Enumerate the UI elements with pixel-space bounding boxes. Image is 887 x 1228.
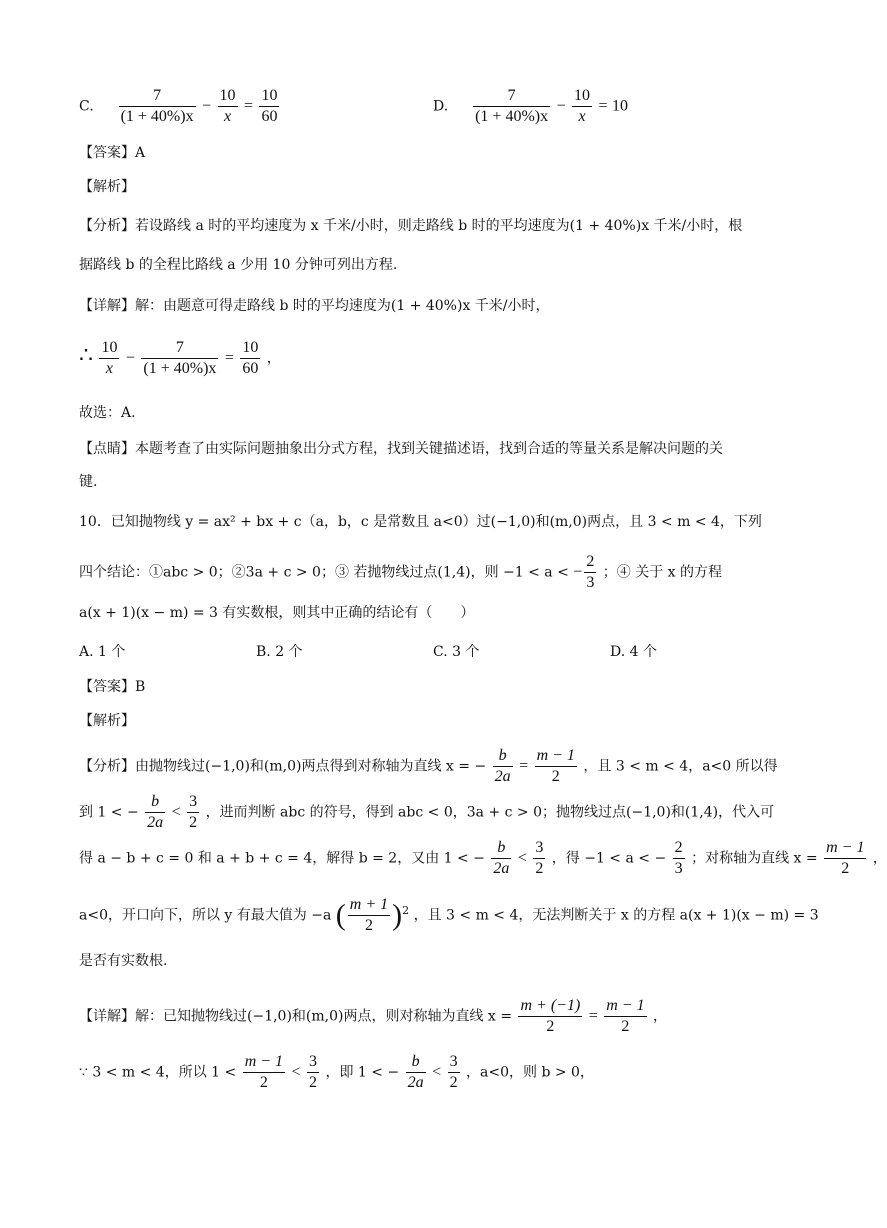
option-c-label: C. [79,98,94,115]
fraction: $\frac{7}{(1 + 40\%)x}$ [120,87,194,125]
q10-option-d: D. 4 个 [610,644,657,660]
q10-analysis-line5: 是否有实数根. [79,953,168,969]
q10-option-c: C. 3 个 [433,644,480,660]
q9-detail-line1: 【详解】解：由题意可得走路线 b 时的平均速度为(1 + 40%)x 千米/小时， [79,298,550,314]
q10-analysis-line3: 得 a − b + c = 0 和 a + b + c = 4，解得 b = 2，又由 1 < − $\frac{b}{2a}$ < $\frac{3}{2}$ ，得 −1 < a < − $\frac{2}{3}$ ；对称轴为直线 x = $\frac{m - 1}{2}$ ， [79,839,887,877]
option-d-label: D. [433,98,449,115]
q9-analysis-head: 【解析】 [79,179,135,195]
q9-choose: 故选：A. [79,405,136,421]
q10-answer: 【答案】B [79,679,146,695]
fraction: $\frac{10}{60}$ [261,87,278,125]
q9-analysis-line2: 据路线 b 的全程比路线 a 少用 10 分钟可列出方程. [79,257,398,273]
q10-detail-line1: 【详解】解：已知抛物线过(−1,0)和(m,0)两点，则对称轴为直线 x = $\frac{m + (-1)}{2}$ = $\frac{m - 1}{2}$ ， [79,997,668,1035]
q10-stem-line3: a(x + 1)(x − m) = 3 有实数根，则其中正确的结论有（ ） [79,605,475,621]
q9-answer: 【答案】A [79,145,146,161]
option-c: C. $\frac{7}{(1 + 40\%)x}$ − $\frac{10}{x}$ = $\frac{10}{60}$ [79,87,278,125]
q9-detail-equation: ∴ $\frac{10}{x}$ − $\frac{7}{(1 + 40\%)x}$ = $\frac{10}{60}$ ， [79,339,281,377]
q10-analysis-line2: 到 1 < − $\frac{b}{2a}$ < $\frac{3}{2}$ ，进而判断 abc 的符号，得到 abc < 0，3a + c > 0；抛物线过点(−1,0)和(1,4)，代入可 [79,793,775,831]
q10-stem-line2: 四个结论：①abc > 0；②3a + c > 0；③ 若抛物线过点(1,4)，则 −1 < a < − $\frac{2}{3}$ ；④ 关于 x 的方程 [79,553,723,591]
q9-analysis-line1: 【分析】若设路线 a 时的平均速度为 x 千米/小时，则走路线 b 时的平均速度为(1 + 40%)x 千米/小时，根 [79,218,743,234]
q10-analysis-head: 【解析】 [79,713,135,729]
q10-analysis-line4: a<0，开口向下，所以 y 有最大值为 −a ( $\frac{m + 1}{2}$ )$^2$ ，且 3 < m < 4，无法判断关于 x 的方程 a(x + 1)(x − m) = 3 [79,896,819,934]
q10-option-a: A. 1 个 [79,644,126,660]
q9-comment-line1: 【点睛】本题考查了由实际问题抽象出分式方程，找到关键描述语，找到合适的等量关系是解决问题的关 [79,441,723,457]
q10-option-b: B. 2 个 [256,644,303,660]
option-d: D. $\frac{7}{(1 + 40\%)x}$ − $\frac{10}{x}$ = 10 [433,87,628,125]
q10-detail-line2: ∵ 3 < m < 4，所以 1 < $\frac{m - 1}{2}$ < $\frac{3}{2}$ ，即 1 < − $\frac{b}{2a}$ < $\frac{3}{2}$ ，a<0，则 b > 0， [79,1053,594,1091]
fraction: $\frac{10}{x}$ [574,87,591,125]
fraction: $\frac{7}{(1 + 40\%)x}$ [475,87,549,125]
fraction: $\frac{10}{x}$ [219,87,236,125]
q9-comment-line2: 键. [79,474,98,490]
q10-stem-line1: 10．已知抛物线 y = ax² + bx + c（a，b，c 是常数且 a<0）过(−1,0)和(m,0)两点，且 3 < m < 4，下列 [79,514,762,530]
q10-analysis-line1: 【分析】由抛物线过(−1,0)和(m,0)两点得到对称轴为直线 x = − $\frac{b}{2a}$ = $\frac{m - 1}{2}$ ，且 3 < m < 4，a<0 所以得 [79,747,778,785]
